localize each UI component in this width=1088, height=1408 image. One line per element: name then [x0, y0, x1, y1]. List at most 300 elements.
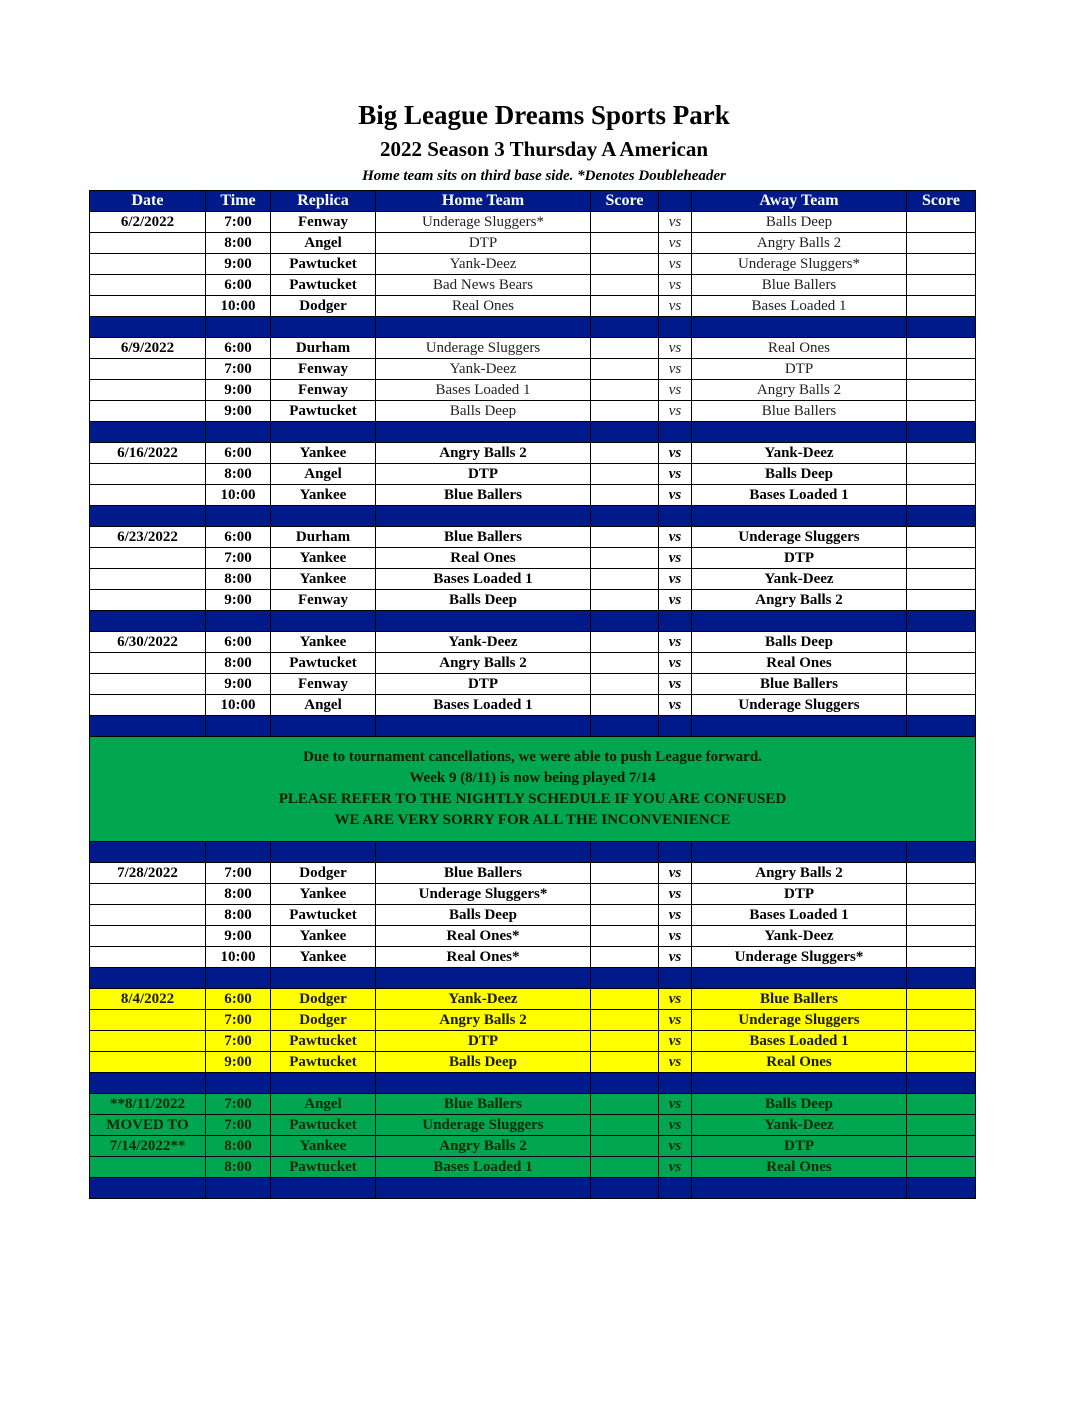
- home-team-cell: Bases Loaded 1: [376, 380, 591, 401]
- vs-cell: vs: [659, 1031, 692, 1052]
- separator-cell: [271, 1178, 376, 1199]
- away-team-cell: Underage Sluggers*: [692, 254, 907, 275]
- date-cell: [90, 695, 206, 716]
- vs-cell: vs: [659, 527, 692, 548]
- away-team-cell: Angry Balls 2: [692, 863, 907, 884]
- separator-cell: [90, 1178, 206, 1199]
- replica-cell: Angel: [271, 1094, 376, 1115]
- col-away-team: Away Team: [692, 191, 907, 212]
- separator-cell: [591, 611, 659, 632]
- separator-cell: [90, 968, 206, 989]
- date-cell: [90, 1010, 206, 1031]
- date-cell: [90, 1031, 206, 1052]
- separator-cell: [692, 317, 907, 338]
- date-cell: 7/14/2022**: [90, 1136, 206, 1157]
- time-cell: 6:00: [206, 443, 271, 464]
- away-score-cell: [907, 1052, 976, 1073]
- replica-cell: Fenway: [271, 359, 376, 380]
- vs-cell: vs: [659, 632, 692, 653]
- replica-cell: Yankee: [271, 1136, 376, 1157]
- table-row: [90, 443, 976, 464]
- replica-cell: Yankee: [271, 947, 376, 968]
- home-score-cell: [591, 443, 659, 464]
- table-row: [90, 380, 976, 401]
- home-team-cell: DTP: [376, 464, 591, 485]
- time-cell: 7:00: [206, 863, 271, 884]
- home-team-cell: Underage Sluggers: [376, 1115, 591, 1136]
- vs-cell: vs: [659, 296, 692, 317]
- table-row: [90, 212, 976, 233]
- home-team-cell: Balls Deep: [376, 1052, 591, 1073]
- separator-cell: [659, 716, 692, 737]
- date-cell: [90, 947, 206, 968]
- away-score-cell: [907, 590, 976, 611]
- date-cell: 6/2/2022: [90, 212, 206, 233]
- separator-cell: [907, 716, 976, 737]
- date-cell: [90, 254, 206, 275]
- home-score-cell: [591, 1052, 659, 1073]
- replica-cell: Durham: [271, 338, 376, 359]
- vs-cell: vs: [659, 1136, 692, 1157]
- replica-cell: Pawtucket: [271, 401, 376, 422]
- vs-cell: vs: [659, 1052, 692, 1073]
- date-cell: 6/9/2022: [90, 338, 206, 359]
- separator-row: [90, 506, 976, 527]
- time-cell: 8:00: [206, 653, 271, 674]
- replica-cell: Dodger: [271, 296, 376, 317]
- home-score-cell: [591, 905, 659, 926]
- away-team-cell: DTP: [692, 359, 907, 380]
- home-score-cell: [591, 884, 659, 905]
- time-cell: 9:00: [206, 254, 271, 275]
- separator-cell: [659, 842, 692, 863]
- table-header: [90, 191, 976, 212]
- home-team-cell: Balls Deep: [376, 590, 591, 611]
- replica-cell: Fenway: [271, 674, 376, 695]
- home-score-cell: [591, 401, 659, 422]
- time-cell: 8:00: [206, 464, 271, 485]
- away-team-cell: Underage Sluggers: [692, 527, 907, 548]
- vs-cell: vs: [659, 485, 692, 506]
- home-score-cell: [591, 863, 659, 884]
- away-team-cell: Real Ones: [692, 1157, 907, 1178]
- home-score-cell: [591, 275, 659, 296]
- separator-row: [90, 611, 976, 632]
- separator-row: [90, 422, 976, 443]
- separator-cell: [271, 842, 376, 863]
- vs-cell: vs: [659, 884, 692, 905]
- table-row: [90, 989, 976, 1010]
- table-row: [90, 1094, 976, 1115]
- replica-cell: Pawtucket: [271, 653, 376, 674]
- home-score-cell: [591, 1136, 659, 1157]
- table-row: [90, 590, 976, 611]
- separator-cell: [907, 968, 976, 989]
- away-team-cell: Angry Balls 2: [692, 380, 907, 401]
- time-cell: 6:00: [206, 275, 271, 296]
- separator-cell: [90, 716, 206, 737]
- home-score-cell: [591, 695, 659, 716]
- replica-cell: Fenway: [271, 212, 376, 233]
- home-team-cell: Yank-Deez: [376, 632, 591, 653]
- date-cell: [90, 653, 206, 674]
- separator-cell: [692, 1178, 907, 1199]
- date-cell: 6/30/2022: [90, 632, 206, 653]
- time-cell: 8:00: [206, 884, 271, 905]
- away-score-cell: [907, 1010, 976, 1031]
- home-score-cell: [591, 527, 659, 548]
- time-cell: 6:00: [206, 632, 271, 653]
- home-score-cell: [591, 212, 659, 233]
- page-subtitle: 2022 Season 3 Thursday A American: [379, 137, 709, 161]
- vs-cell: vs: [659, 590, 692, 611]
- date-cell: MOVED TO: [90, 1115, 206, 1136]
- home-team-cell: Real Ones: [376, 296, 591, 317]
- vs-cell: vs: [659, 380, 692, 401]
- home-score-cell: [591, 653, 659, 674]
- table-row: [90, 275, 976, 296]
- away-team-cell: Underage Sluggers: [692, 1010, 907, 1031]
- separator-row: [90, 968, 976, 989]
- away-score-cell: [907, 380, 976, 401]
- vs-cell: vs: [659, 443, 692, 464]
- home-score-cell: [591, 926, 659, 947]
- separator-cell: [659, 1073, 692, 1094]
- separator-cell: [659, 611, 692, 632]
- date-cell: [90, 485, 206, 506]
- away-team-cell: Bases Loaded 1: [692, 296, 907, 317]
- home-score-cell: [591, 485, 659, 506]
- notice-row: [90, 737, 976, 842]
- date-cell: 7/28/2022: [90, 863, 206, 884]
- date-cell: [90, 905, 206, 926]
- separator-cell: [206, 611, 271, 632]
- separator-cell: [591, 506, 659, 527]
- date-cell: [90, 926, 206, 947]
- away-team-cell: Angry Balls 2: [692, 233, 907, 254]
- home-score-cell: [591, 380, 659, 401]
- col-vs: [659, 191, 692, 212]
- home-team-cell: Real Ones*: [376, 926, 591, 947]
- vs-cell: vs: [659, 233, 692, 254]
- home-score-cell: [591, 632, 659, 653]
- date-cell: [90, 401, 206, 422]
- away-score-cell: [907, 1115, 976, 1136]
- date-cell: [90, 464, 206, 485]
- vs-cell: vs: [659, 947, 692, 968]
- home-team-cell: Bases Loaded 1: [376, 1157, 591, 1178]
- away-score-cell: [907, 632, 976, 653]
- away-score-cell: [907, 296, 976, 317]
- separator-cell: [376, 317, 591, 338]
- vs-cell: vs: [659, 401, 692, 422]
- separator-cell: [692, 1073, 907, 1094]
- vs-cell: vs: [659, 1157, 692, 1178]
- separator-cell: [206, 506, 271, 527]
- separator-cell: [692, 611, 907, 632]
- separator-cell: [90, 611, 206, 632]
- away-team-cell: Real Ones: [692, 338, 907, 359]
- table-row: [90, 653, 976, 674]
- away-score-cell: [907, 443, 976, 464]
- replica-cell: Pawtucket: [271, 275, 376, 296]
- replica-cell: Angel: [271, 464, 376, 485]
- home-team-cell: Blue Ballers: [376, 863, 591, 884]
- home-team-cell: Real Ones: [376, 548, 591, 569]
- date-cell: [90, 590, 206, 611]
- date-cell: 6/23/2022: [90, 527, 206, 548]
- away-score-cell: [907, 338, 976, 359]
- table-row: [90, 401, 976, 422]
- home-team-cell: Angry Balls 2: [376, 653, 591, 674]
- replica-cell: Pawtucket: [271, 254, 376, 275]
- notice-line-3: PLEASE REFER TO THE NIGHTLY SCHEDULE IF YOU ARE CONFUSED: [278, 791, 787, 807]
- separator-cell: [659, 506, 692, 527]
- col-away-score: Score: [907, 191, 976, 212]
- time-cell: 6:00: [206, 527, 271, 548]
- away-score-cell: [907, 464, 976, 485]
- time-cell: 10:00: [206, 695, 271, 716]
- away-score-cell: [907, 947, 976, 968]
- away-team-cell: DTP: [692, 1136, 907, 1157]
- time-cell: 7:00: [206, 359, 271, 380]
- replica-cell: Yankee: [271, 632, 376, 653]
- replica-cell: Durham: [271, 527, 376, 548]
- home-team-cell: DTP: [376, 233, 591, 254]
- notice-line-1: Due to tournament cancellations, we were able to push League forward.: [303, 749, 762, 765]
- home-team-cell: Yank-Deez: [376, 989, 591, 1010]
- col-date: Date: [90, 191, 206, 212]
- date-cell: 6/16/2022: [90, 443, 206, 464]
- away-team-cell: Yank-Deez: [692, 443, 907, 464]
- table-row: [90, 884, 976, 905]
- away-score-cell: [907, 905, 976, 926]
- table-row: [90, 1052, 976, 1073]
- away-score-cell: [907, 653, 976, 674]
- away-team-cell: Balls Deep: [692, 632, 907, 653]
- separator-cell: [376, 506, 591, 527]
- notice-banner: [90, 737, 976, 842]
- time-cell: 6:00: [206, 989, 271, 1010]
- home-score-cell: [591, 674, 659, 695]
- vs-cell: vs: [659, 464, 692, 485]
- away-team-cell: Bases Loaded 1: [692, 485, 907, 506]
- away-score-cell: [907, 212, 976, 233]
- separator-cell: [206, 317, 271, 338]
- separator-cell: [271, 317, 376, 338]
- separator-cell: [376, 611, 591, 632]
- separator-cell: [271, 506, 376, 527]
- vs-cell: vs: [659, 548, 692, 569]
- separator-cell: [206, 422, 271, 443]
- date-cell: [90, 359, 206, 380]
- time-cell: 7:00: [206, 212, 271, 233]
- time-cell: 7:00: [206, 1031, 271, 1052]
- away-team-cell: Bases Loaded 1: [692, 905, 907, 926]
- vs-cell: vs: [659, 1010, 692, 1031]
- separator-cell: [376, 968, 591, 989]
- separator-cell: [591, 968, 659, 989]
- away-score-cell: [907, 1136, 976, 1157]
- table-row: [90, 1115, 976, 1136]
- table-row: [90, 926, 976, 947]
- vs-cell: vs: [659, 212, 692, 233]
- away-team-cell: DTP: [692, 548, 907, 569]
- vs-cell: vs: [659, 1094, 692, 1115]
- separator-cell: [907, 842, 976, 863]
- away-team-cell: Yank-Deez: [692, 569, 907, 590]
- replica-cell: Yankee: [271, 548, 376, 569]
- date-cell: 8/4/2022: [90, 989, 206, 1010]
- table-row: [90, 1010, 976, 1031]
- separator-row: [90, 716, 976, 737]
- separator-cell: [907, 422, 976, 443]
- home-score-cell: [591, 989, 659, 1010]
- replica-cell: Dodger: [271, 989, 376, 1010]
- home-score-cell: [591, 1010, 659, 1031]
- table-row: [90, 338, 976, 359]
- date-cell: [90, 380, 206, 401]
- page-title: Big League Dreams Sports Park: [358, 100, 730, 130]
- col-replica: Replica: [271, 191, 376, 212]
- separator-cell: [90, 422, 206, 443]
- away-team-cell: Balls Deep: [692, 1094, 907, 1115]
- home-team-cell: Blue Ballers: [376, 1094, 591, 1115]
- date-cell: [90, 1052, 206, 1073]
- replica-cell: Angel: [271, 233, 376, 254]
- separator-row: [90, 842, 976, 863]
- separator-cell: [376, 422, 591, 443]
- replica-cell: Pawtucket: [271, 905, 376, 926]
- replica-cell: Yankee: [271, 443, 376, 464]
- separator-cell: [692, 968, 907, 989]
- home-team-cell: DTP: [376, 674, 591, 695]
- replica-cell: Pawtucket: [271, 1031, 376, 1052]
- separator-cell: [271, 611, 376, 632]
- home-score-cell: [591, 569, 659, 590]
- away-score-cell: [907, 401, 976, 422]
- separator-cell: [206, 1073, 271, 1094]
- separator-cell: [90, 506, 206, 527]
- replica-cell: Angel: [271, 695, 376, 716]
- date-cell: [90, 233, 206, 254]
- vs-cell: vs: [659, 695, 692, 716]
- separator-cell: [907, 1073, 976, 1094]
- time-cell: 8:00: [206, 233, 271, 254]
- separator-cell: [692, 716, 907, 737]
- home-team-cell: Underage Sluggers*: [376, 884, 591, 905]
- replica-cell: Pawtucket: [271, 1157, 376, 1178]
- separator-cell: [271, 1073, 376, 1094]
- vs-cell: vs: [659, 905, 692, 926]
- separator-cell: [271, 968, 376, 989]
- home-team-cell: Balls Deep: [376, 905, 591, 926]
- vs-cell: vs: [659, 926, 692, 947]
- separator-cell: [591, 1178, 659, 1199]
- home-team-cell: Balls Deep: [376, 401, 591, 422]
- time-cell: 6:00: [206, 338, 271, 359]
- schedule-note: Home team sits on third base side. *Denotes Doubleheader: [362, 168, 726, 184]
- away-team-cell: Blue Ballers: [692, 989, 907, 1010]
- away-score-cell: [907, 485, 976, 506]
- away-score-cell: [907, 254, 976, 275]
- replica-cell: Yankee: [271, 569, 376, 590]
- home-score-cell: [591, 548, 659, 569]
- replica-cell: Dodger: [271, 863, 376, 884]
- time-cell: 9:00: [206, 401, 271, 422]
- home-score-cell: [591, 1157, 659, 1178]
- away-team-cell: Angry Balls 2: [692, 590, 907, 611]
- time-cell: 9:00: [206, 380, 271, 401]
- separator-cell: [206, 968, 271, 989]
- home-team-cell: DTP: [376, 1031, 591, 1052]
- separator-cell: [376, 842, 591, 863]
- separator-cell: [591, 422, 659, 443]
- away-score-cell: [907, 884, 976, 905]
- separator-cell: [907, 506, 976, 527]
- replica-cell: Yankee: [271, 884, 376, 905]
- separator-cell: [591, 842, 659, 863]
- separator-cell: [376, 1178, 591, 1199]
- vs-cell: vs: [659, 338, 692, 359]
- table-row: [90, 569, 976, 590]
- away-score-cell: [907, 695, 976, 716]
- replica-cell: Fenway: [271, 380, 376, 401]
- away-score-cell: [907, 359, 976, 380]
- home-team-cell: Bases Loaded 1: [376, 569, 591, 590]
- home-score-cell: [591, 947, 659, 968]
- time-cell: 9:00: [206, 674, 271, 695]
- table-row: [90, 233, 976, 254]
- away-score-cell: [907, 674, 976, 695]
- time-cell: 8:00: [206, 569, 271, 590]
- replica-cell: Dodger: [271, 1010, 376, 1031]
- separator-cell: [90, 842, 206, 863]
- table-body: [90, 212, 976, 1199]
- replica-cell: Pawtucket: [271, 1052, 376, 1073]
- time-cell: 8:00: [206, 1157, 271, 1178]
- away-team-cell: Blue Ballers: [692, 401, 907, 422]
- away-score-cell: [907, 548, 976, 569]
- table-row: [90, 359, 976, 380]
- home-score-cell: [591, 1094, 659, 1115]
- away-team-cell: Balls Deep: [692, 464, 907, 485]
- home-team-cell: Angry Balls 2: [376, 1010, 591, 1031]
- away-team-cell: Underage Sluggers*: [692, 947, 907, 968]
- home-score-cell: [591, 359, 659, 380]
- table-row: [90, 527, 976, 548]
- notice-line-4: WE ARE VERY SORRY FOR ALL THE INCONVENIENCE: [334, 812, 731, 828]
- separator-cell: [206, 716, 271, 737]
- vs-cell: vs: [659, 254, 692, 275]
- separator-cell: [591, 317, 659, 338]
- away-team-cell: Blue Ballers: [692, 275, 907, 296]
- away-score-cell: [907, 863, 976, 884]
- replica-cell: Pawtucket: [271, 1115, 376, 1136]
- vs-cell: vs: [659, 989, 692, 1010]
- vs-cell: vs: [659, 653, 692, 674]
- home-team-cell: Angry Balls 2: [376, 1136, 591, 1157]
- separator-cell: [907, 1178, 976, 1199]
- home-score-cell: [591, 233, 659, 254]
- away-score-cell: [907, 926, 976, 947]
- time-cell: 10:00: [206, 947, 271, 968]
- time-cell: 10:00: [206, 485, 271, 506]
- replica-cell: Yankee: [271, 926, 376, 947]
- away-team-cell: DTP: [692, 884, 907, 905]
- table-row: [90, 1136, 976, 1157]
- col-home-team: Home Team: [376, 191, 591, 212]
